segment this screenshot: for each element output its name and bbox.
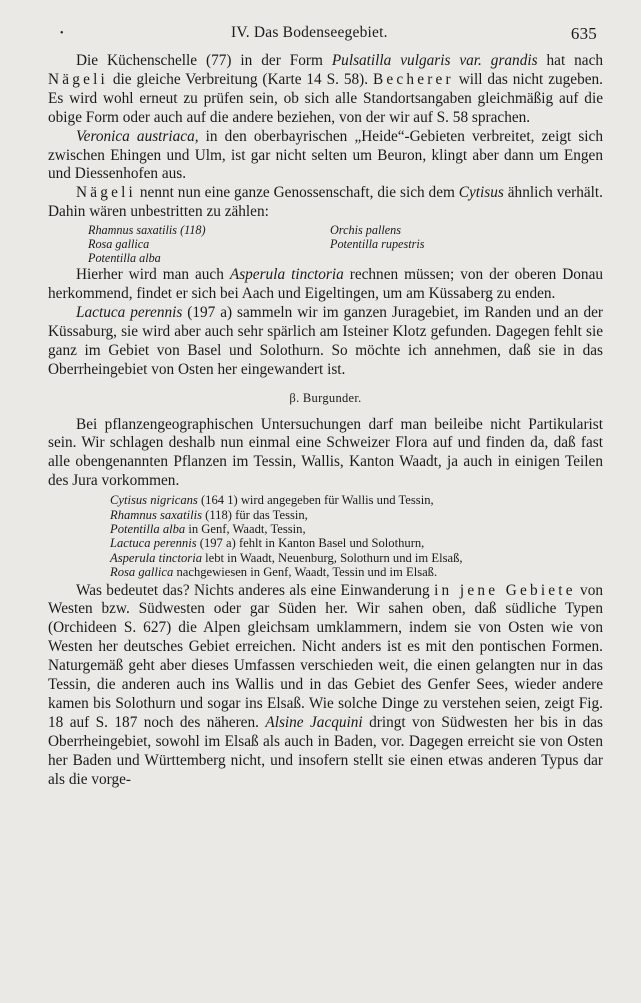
species-grid-item: Rosa gallica bbox=[88, 237, 150, 252]
text-run: Was bedeutet das? Nichts anderes als eine Einwanderung bbox=[76, 581, 435, 599]
text-run: Bei pflanzengeographischen Untersuchungen darf man beileibe nicht Partikularist sein. Wir schlagen deshalb nun einmal eine Schweizer Flora auf und finden da, daß fast alle obengenannten Pflanzen im Tessin, Wallis, Kanton Waadt, ja auch in einigen Teilen des Jura vorkommen. bbox=[48, 415, 603, 490]
species-grid-item: Orchis pallens bbox=[330, 223, 401, 238]
text-run: von Westen bzw. Südwesten oder gar Süden her. Wir sahen oben, daß südliche Typen (Orchideen S. 627) die Alpen gleichsam umklammern, indem sie von Osten wie von Westen her deutsches Gebiet erreichen. Nicht anders ist es mit den pontischen Formen. Naturgemäß geht aber dieses Umfassen verschieden weit, die einen gelangten nur in das Tessin, die anderen auch ins Wallis und in das Gebiet des Genfer Sees, wieder andere kamen bis Solothurn und sogar ins Elsaß. Wie solche Dinge zu verstehen seien, zeigt Fig. 18 auf S. 187 noch des näheren. bbox=[48, 581, 603, 731]
text-run: die gleiche Verbreitung (Karte 14 S. 58). bbox=[107, 70, 373, 88]
text-run: (118) für das Tessin, bbox=[202, 507, 308, 522]
species-list-item bbox=[110, 551, 603, 565]
species-name: Rosa gallica bbox=[110, 565, 174, 580]
text-run: (197 a) fehlt in Kanton Basel und Solothurn, bbox=[196, 536, 425, 551]
species-list bbox=[110, 493, 603, 579]
species-name: Potentilla alba bbox=[110, 521, 186, 536]
page-body bbox=[48, 52, 603, 790]
species-list-item bbox=[110, 536, 603, 550]
text-run: (164 1) wird angegeben für Wallis und Tessin, bbox=[197, 493, 434, 508]
species-list-item bbox=[110, 522, 603, 536]
text-run: will das nicht zugeben. Es wird wohl erneut zu prüfen sein, ob sich alle Standortsangaben gleichmäßig auf die obige Form oder auch auf die andere beziehen, von der wir auf S. 58 sprachen. bbox=[48, 70, 604, 126]
bullet-mark: • bbox=[60, 28, 64, 39]
text-run: in den oberbayrischen „Heide“-Gebieten verbreitet, zeigt sich zwischen Ehingen und Ulm, ist gar nicht selten um Beuron, klingt aber dann um Engen und Diessenhofen aus. bbox=[48, 127, 603, 183]
section-heading: β. Burgunder. bbox=[289, 390, 362, 405]
author-name: Becherer bbox=[372, 70, 454, 88]
text-run: nennt nun eine ganze Genossenschaft, die sich dem bbox=[135, 184, 459, 202]
paragraph-veronica bbox=[48, 128, 603, 185]
text-run: lebt in Waadt, Neuenburg, Solothurn und im Elsaß, bbox=[202, 550, 463, 565]
species-grid-item bbox=[330, 251, 603, 265]
species-name: Asperula tinctoria bbox=[229, 266, 344, 284]
text-run: Die Küchenschelle (77) in der Form bbox=[76, 52, 332, 69]
species-name: Lactuca perennis bbox=[110, 536, 197, 551]
species-grid-item: Rhamnus saxatilis (118) bbox=[88, 223, 206, 238]
species-name: Cytisus bbox=[458, 184, 504, 202]
text-run: nachgewiesen in Genf, Waadt, Tessin und im Elsaß. bbox=[173, 565, 438, 580]
paragraph-einwanderung bbox=[48, 582, 603, 790]
species-grid-item: Potentilla rupestris bbox=[330, 237, 425, 252]
text-run: hat nach bbox=[537, 52, 604, 69]
text-run: ähnlich verhält. Dahin wären unbestritten zu zählen: bbox=[48, 184, 603, 221]
paragraph-lactuca bbox=[48, 304, 603, 380]
emphasis-spaced: in jene Gebiete bbox=[434, 581, 576, 599]
author-name: Nägeli bbox=[48, 70, 108, 88]
paragraph-asperula bbox=[48, 266, 603, 304]
paragraph-naegeli bbox=[48, 184, 603, 222]
text-run: in Genf, Waadt, Tessin, bbox=[185, 521, 306, 536]
text-run: (197 a) sammeln wir im ganzen Juragebiet, im Randen und an der Küssaburg, sie wird aber auch sehr spärlich am Isteiner Klotz gefunden. Dagegen fehlt sie ganz im Gebiet von Basel und Solothurn. So möchte ich annehmen, daß sie in das Oberrheingebiet von Osten her eingewandert ist. bbox=[48, 303, 603, 378]
page-header bbox=[48, 24, 603, 52]
text-run: dringt von Südwesten her bis in das Oberrheingebiet, sowohl im Elsaß als auch in Baden, vor. Dagegen erreicht sie von Osten her Baden und Württemberg nicht, und insofern stellt sie einen etwas anderen Typus dar als die vorge- bbox=[48, 713, 604, 788]
species-name: Cytisus nigricans bbox=[110, 493, 198, 508]
species-grid bbox=[88, 223, 603, 265]
author-name: Nägeli bbox=[76, 184, 136, 202]
species-name: Alsine Jacquini bbox=[265, 713, 363, 731]
species-name: Rhamnus saxatilis bbox=[110, 507, 203, 522]
species-name: Asperula tinctoria bbox=[110, 550, 202, 565]
text-run: Hierher wird man auch bbox=[76, 266, 230, 284]
running-title: IV. Das Bodenseegebiet. bbox=[231, 24, 388, 41]
species-list-item bbox=[110, 565, 603, 579]
paragraph-burgunder bbox=[48, 416, 603, 492]
species-list-item bbox=[110, 508, 603, 522]
species-name: Pulsatilla vulgaris var. grandis bbox=[331, 52, 538, 69]
paragraph-pulsatilla bbox=[48, 52, 603, 128]
species-list-item bbox=[110, 493, 603, 507]
text-run: rechnen müssen; von der oberen Donau herkommend, findet er sich bei Aach und Eigeltingen, um am Küssaberg zu enden. bbox=[48, 266, 604, 303]
page-number: 635 bbox=[570, 24, 597, 43]
species-name: Veronica austriaca, bbox=[76, 127, 199, 145]
species-name: Lactuca perennis bbox=[76, 303, 183, 321]
species-grid-item: Potentilla alba bbox=[88, 251, 161, 266]
